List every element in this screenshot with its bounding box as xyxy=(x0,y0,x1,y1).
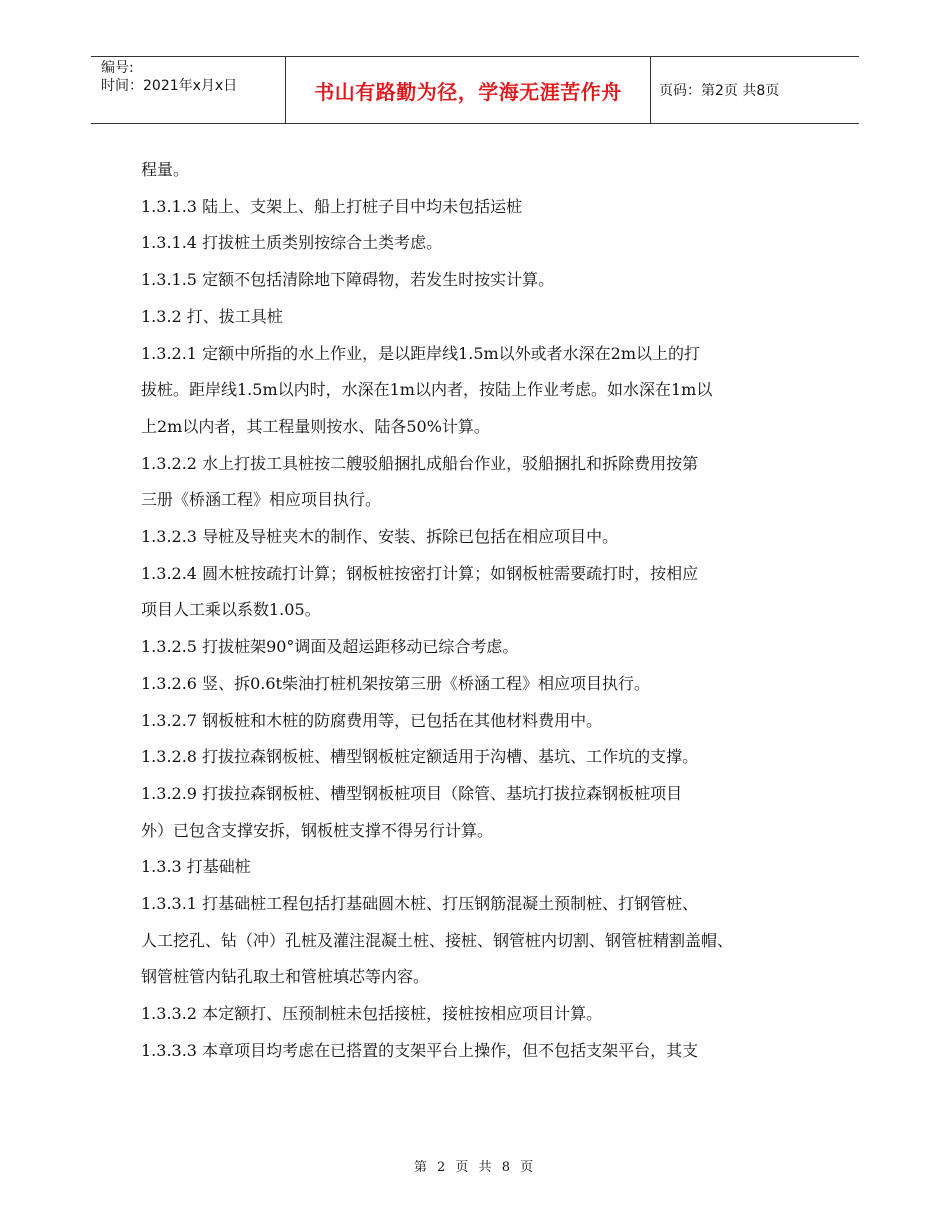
text-line: 1.3.2.4 圆木桩按疏打计算；钢板桩按密打计算；如钢板桩需要疏打时，按相应 xyxy=(141,563,699,583)
text-line: 1.3.3.1 打基础桩工程包括打基础圆木桩、打压钢筋混凝土预制桩、打钢管桩、 xyxy=(141,894,699,914)
text-line: 1.3.1.3 陆上、支架上、船上打桩子目中均未包括运桩 xyxy=(141,196,523,216)
text-line: 1.3.1.5 定额不包括清除地下障碍物，若发生时按实计算。 xyxy=(141,270,555,290)
text-line: 拔桩。距岸线1.5m以内时，水深在1m以内者，按陆上作业考虑。如水深在1m以 xyxy=(141,380,713,400)
code-label: 编号: xyxy=(101,60,134,76)
text-line: 上2m以内者，其工程量则按水、陆各50%计算。 xyxy=(141,416,490,436)
time-label: 时间：2021年x月x日 xyxy=(101,78,238,94)
text-line: 程量。 xyxy=(141,160,190,179)
text-line: 项目人工乘以系数1.05。 xyxy=(141,600,321,620)
header-slogan: 书山有路勤为径，学海无涯苦作舟 xyxy=(285,57,651,123)
text-line: 钢管桩管内钻孔取土和管桩填芯等内容。 xyxy=(141,967,430,987)
text-line: 1.3.2.5 打拔桩架90°调面及超运距移动已综合考虑。 xyxy=(141,637,519,657)
text-line: 1.3.3.3 本章项目均考虑在已搭置的支架平台上操作，但不包括支架平台，其支 xyxy=(141,1040,699,1060)
text-line: 1.3.2.2 水上打拔工具桩按二艘驳船捆扎成船台作业，驳船捆扎和拆除费用按第 xyxy=(141,453,699,473)
text-line: 1.3.3 打基础桩 xyxy=(141,857,251,877)
text-line: 1.3.2 打、拔工具桩 xyxy=(141,306,283,326)
page-footer: 第 2 页 共 8 页 xyxy=(413,1160,537,1175)
text-line: 1.3.2.6 竖、拆0.6t柴油打桩机架按第三册《桥涵工程》相应项目执行。 xyxy=(141,673,650,693)
text-line: 1.3.2.3 导桩及导桩夹木的制作、安装、拆除已包括在相应项目中。 xyxy=(141,527,619,547)
page-header xyxy=(91,56,859,124)
text-line: 1.3.3.2 本定额打、压预制桩未包括接桩，接桩按相应项目计算。 xyxy=(141,1004,603,1024)
text-line: 1.3.2.7 钢板桩和木桩的防腐费用等，已包括在其他材料费用中。 xyxy=(141,710,603,730)
text-line: 1.3.2.8 打拔拉森钢板桩、槽型钢板桩定额适用于沟槽、基坑、工作坑的支撑。 xyxy=(141,747,699,767)
text-line: 三册《桥涵工程》相应项目执行。 xyxy=(141,490,382,510)
text-line: 人工挖孔、钻（冲）孔桩及灌注混凝土桩、接桩、钢管桩内切割、钢管桩精割盖帽、 xyxy=(141,930,734,950)
text-line: 1.3.2.1 定额中所指的水上作业，是以距岸线1.5m以外或者水深在2m以上的打 xyxy=(141,343,701,363)
text-line: 1.3.1.4 打拔桩土质类别按综合土类考虑。 xyxy=(141,233,443,253)
header-meta xyxy=(91,57,285,123)
document-body xyxy=(141,152,811,1070)
text-line: 1.3.2.9 打拔拉森钢板桩、槽型钢板桩项目（除管、基坑打拔拉森钢板桩项目 xyxy=(141,783,683,803)
text-line: 外）已包含支撑安拆，钢板桩支撑不得另行计算。 xyxy=(141,820,494,840)
header-page-info: 页码：第2页 共8页 xyxy=(659,83,780,99)
